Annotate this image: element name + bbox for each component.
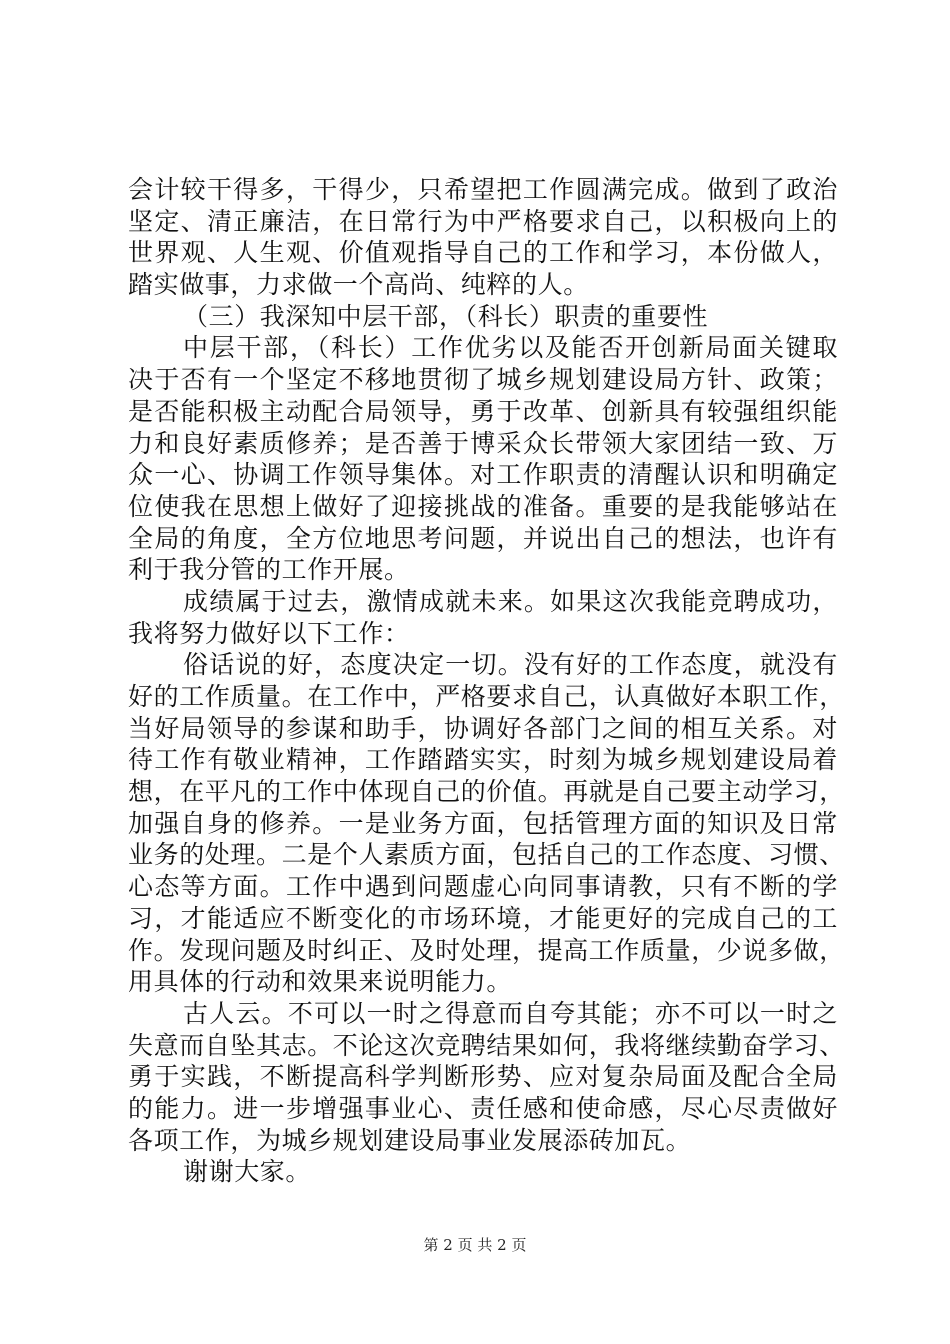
text-line: 作。发现问题及时纠正、及时处理，提高工作质量，少说多做， (128, 935, 845, 965)
text-line: 决于否有一个坚定不移地贯彻了城乡规划建设局方针、政策； (128, 365, 838, 395)
text-line: 力和良好素质修养；是否善于博采众长带领大家团结一致、万 (128, 428, 838, 458)
text-line: 利于我分管的工作开展。 (128, 555, 410, 585)
text-line: 古人云。不可以一时之得意而自夸其能；亦不可以一时之 (183, 998, 838, 1028)
text-line: 业务的处理。二是个人素质方面，包括自己的工作态度、习惯、 (128, 840, 845, 870)
text-line: 用具体的行动和效果来说明能力。 (128, 967, 513, 997)
text-line: 踏实做事，力求做一个高尚、纯粹的人。 (128, 270, 589, 300)
text-line: 谢谢大家。 (183, 1157, 312, 1187)
text-line: 坚定、清正廉洁，在日常行为中严格要求自己，以积极向上的 (128, 206, 838, 236)
text-line: 中层干部，（科长）工作优劣以及能否开创新局面关键取 (183, 333, 838, 363)
text-line: 是否能积极主动配合局领导，勇于改革、创新具有较强组织能 (128, 396, 838, 426)
text-line: 成绩属于过去，激情成就未来。如果这次我能竞聘成功， (183, 586, 838, 616)
text-line: 当好局领导的参谋和助手，协调好各部门之间的相互关系。对 (128, 713, 838, 743)
document-body (128, 174, 845, 1188)
text-line: 想，在平凡的工作中体现自己的价值。再就是自己要主动学习， (128, 777, 845, 807)
text-line: 各项工作，为城乡规划建设局事业发展添砖加瓦。 (128, 1125, 692, 1155)
text-line: 勇于实践，不断提高科学判断形势、应对复杂局面及配合全局 (128, 1062, 838, 1092)
text-line: 失意而自坠其志。不论这次竞聘结果如何，我将继续勤奋学习、 (128, 1030, 845, 1060)
text-line: 会计较干得多，干得少，只希望把工作圆满完成。做到了政治 (128, 175, 838, 204)
text-line: 世界观、人生观、价值观指导自己的工作和学习，本份做人， (128, 238, 838, 268)
text-line: 位使我在思想上做好了迎接挑战的准备。重要的是我能够站在 (128, 491, 838, 521)
text-line: 俗话说的好，态度决定一切。没有好的工作态度，就没有 (183, 650, 838, 680)
text-line: 习，才能适应不断变化的市场环境，才能更好的完成自己的工 (128, 903, 838, 933)
text-line: 心态等方面。工作中遇到问题虚心向同事请教，只有不断的学 (128, 872, 838, 902)
text-line: 众一心、协调工作领导集体。对工作职责的清醒认识和明确定 (128, 460, 838, 490)
section-heading: （三）我深知中层干部，（科长）职责的重要性 (183, 301, 709, 331)
page-number-footer: 第 2 页 共 2 页 (423, 1236, 527, 1254)
text-line: 我将努力做好以下工作： (128, 618, 410, 648)
text-line: 好的工作质量。在工作中，严格要求自己，认真做好本职工作， (128, 682, 845, 711)
text-line: 加强自身的修养。一是业务方面，包括管理方面的知识及日常 (128, 808, 838, 838)
text-line: 的能力。进一步增强事业心、责任感和使命感，尽心尽责做好 (128, 1093, 838, 1123)
text-line: 全局的角度，全方位地思考问题，并说出自己的想法，也许有 (128, 523, 838, 553)
text-line: 待工作有敬业精神，工作踏踏实实，时刻为城乡规划建设局着 (128, 745, 838, 775)
